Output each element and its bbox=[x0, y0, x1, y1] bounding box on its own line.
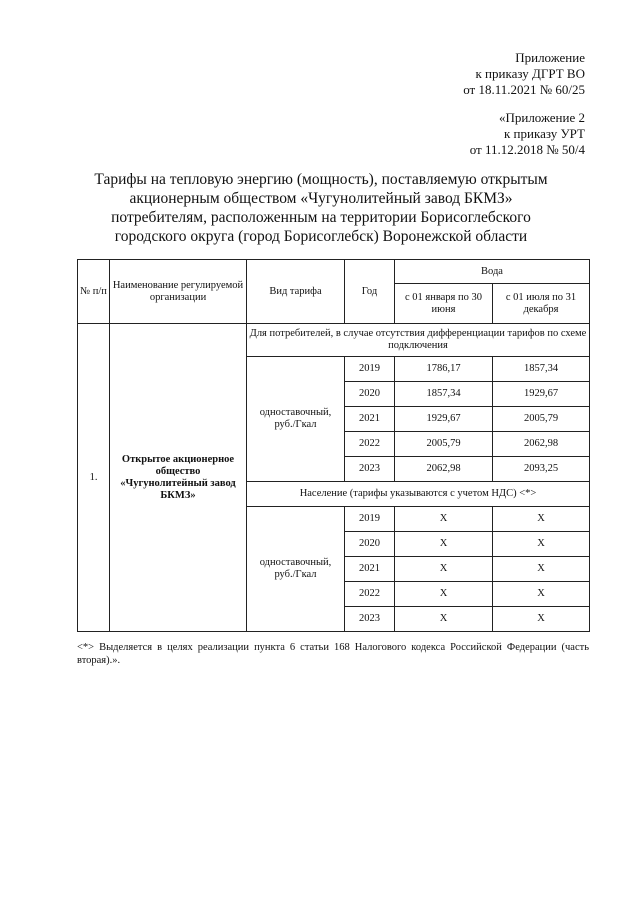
year-cell: 2023 bbox=[345, 457, 395, 482]
year-cell: 2019 bbox=[345, 357, 395, 382]
appendix-line: «Приложение 2 bbox=[498, 110, 585, 125]
value-cell: 1857,34 bbox=[395, 382, 493, 407]
header-period-2: с 01 июля по 31 декабря bbox=[493, 284, 590, 324]
value-cell: 1929,67 bbox=[493, 382, 590, 407]
header-period-1: с 01 января по 30 июня bbox=[395, 284, 493, 324]
header-organization: Наименование регулируемой организации bbox=[110, 260, 247, 324]
value-cell: Х bbox=[395, 507, 493, 532]
value-cell: Х bbox=[395, 582, 493, 607]
header-year: Год bbox=[345, 260, 395, 324]
value-cell: 2005,79 bbox=[493, 407, 590, 432]
appendix-line: от 18.11.2021 № 60/25 bbox=[463, 82, 585, 97]
value-cell: Х bbox=[395, 557, 493, 582]
value-cell: 2062,98 bbox=[493, 432, 590, 457]
appendix-line: Приложение bbox=[515, 50, 585, 65]
value-cell: Х bbox=[493, 507, 590, 532]
value-cell: 2062,98 bbox=[395, 457, 493, 482]
value-cell: Х bbox=[493, 607, 590, 632]
organization-name: Открытое акционерное общество «Чугунолитейный завод БКМЗ» bbox=[110, 324, 247, 632]
year-cell: 2022 bbox=[345, 582, 395, 607]
appendix-line: к приказу УРТ bbox=[503, 126, 585, 141]
value-cell: Х bbox=[493, 532, 590, 557]
year-cell: 2021 bbox=[345, 557, 395, 582]
tariff-type: одноставочный, руб./Гкал bbox=[247, 357, 345, 482]
value-cell: 1857,34 bbox=[493, 357, 590, 382]
header-tariff-type: Вид тарифа bbox=[247, 260, 345, 324]
value-cell: 2093,25 bbox=[493, 457, 590, 482]
value-cell: 2005,79 bbox=[395, 432, 493, 457]
document-title: Тарифы на тепловую энергию (мощность), поставляемую открытым акционерным обществом «Чугунолитейный завод БКМЗ» потребителям, расположенным на территории Борисоглебского городского округа (город Борисоглебск) Воронежской области bbox=[94, 171, 548, 245]
footnote: <*> Выделяется в целях реализации пункта 6 статьи 168 Налогового кодекса Российской Федерации (часть вторая).». bbox=[77, 642, 589, 666]
value-cell: Х bbox=[395, 607, 493, 632]
year-cell: 2020 bbox=[345, 532, 395, 557]
appendix-header bbox=[463, 50, 585, 98]
year-cell: 2021 bbox=[345, 407, 395, 432]
tariff-type: одноставочный, руб./Гкал bbox=[247, 507, 345, 632]
value-cell: Х bbox=[493, 582, 590, 607]
row-number: 1. bbox=[78, 324, 110, 632]
header-water: Вода bbox=[395, 260, 590, 284]
year-cell: 2019 bbox=[345, 507, 395, 532]
header-number: № п/п bbox=[78, 260, 110, 324]
value-cell: Х bbox=[493, 557, 590, 582]
previous-appendix-header bbox=[470, 110, 585, 158]
value-cell: 1786,17 bbox=[395, 357, 493, 382]
appendix-line: от 11.12.2018 № 50/4 bbox=[469, 142, 585, 157]
year-cell: 2022 bbox=[345, 432, 395, 457]
tariff-table bbox=[77, 259, 590, 632]
year-cell: 2020 bbox=[345, 382, 395, 407]
section-title: Население (тарифы указываются с учетом НДС) <*> bbox=[247, 482, 590, 507]
value-cell: Х bbox=[395, 532, 493, 557]
year-cell: 2023 bbox=[345, 607, 395, 632]
appendix-line: к приказу ДГРТ ВО bbox=[475, 66, 585, 81]
section-title: Для потребителей, в случае отсутствия дифференциации тарифов по схеме подключения bbox=[247, 324, 590, 357]
value-cell: 1929,67 bbox=[395, 407, 493, 432]
